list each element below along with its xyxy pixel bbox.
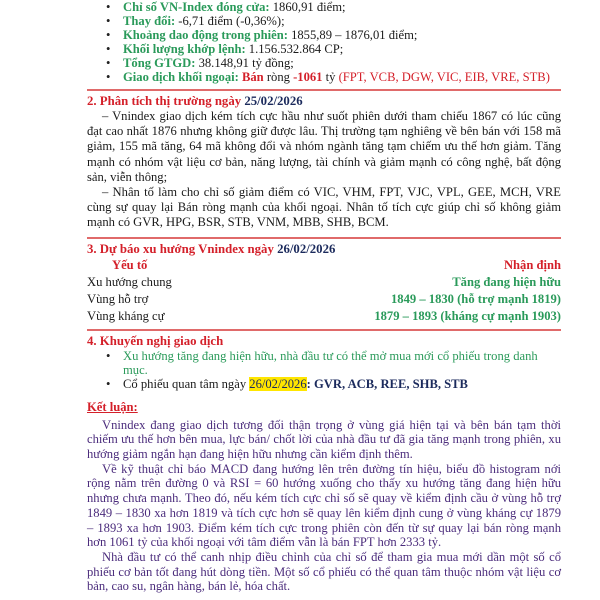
divider	[87, 89, 561, 91]
table-header-row	[87, 257, 561, 274]
summary-label: Tổng GTGD:	[123, 56, 196, 70]
conclusion-heading: Kết luận:	[87, 399, 138, 414]
summary-label: Thay đổi:	[123, 14, 176, 28]
foreign-trading-item	[123, 70, 561, 84]
market-summary-list	[87, 0, 561, 84]
table-row	[87, 274, 561, 291]
section3-title: 3. Dự báo xu hướng Vnindex ngày	[87, 241, 278, 256]
recommendation-item	[123, 377, 561, 391]
assessment-cell: 1849 – 1830 (hỗ trợ mạnh 1819)	[391, 291, 561, 306]
conclusion-paragraph: Về kỹ thuật chỉ báo MACD đang hướng lên trên đường tín hiệu, biểu đồ histogram nới rộng nằm trên đường 0 và RSI = 60 hướng xuống cho thấy xu hướng tăng đang hiện hữu nhưng chưa mạnh. Theo đó, nếu kém tích cực chỉ số sẽ quay về kiểm định cầu ở vùng hỗ trợ 1849 – 1830 xa hơn 1819 và tích cực hơn sẽ quay lên kiểm định cung ở vùng kháng cự 1879 – 1893 xa hơn 1903. Điểm kém tích cực trong phiên còn đến từ sự quay lại bán ròng mạnh hơn 1061 tỷ của khối ngoại với tâm điểm vẫn là bán FPT hơn 2333 tỷ.	[87, 461, 561, 550]
factor-cell: Vùng hỗ trợ	[87, 291, 149, 306]
section2-title: 2. Phân tích thị trường ngày	[87, 94, 245, 108]
foreign-mid: ròng	[263, 70, 294, 84]
summary-value: 1860,91 điểm;	[269, 0, 346, 14]
header-assessment: Nhận định	[503, 257, 561, 272]
divider	[87, 237, 561, 239]
foreign-action: Bán	[241, 70, 264, 84]
summary-item	[123, 14, 561, 28]
foreign-stocks: (FPT, VCB, DGW, VIC, EIB, VRE, STB)	[338, 70, 550, 84]
recommendation-text: Xu hướng tăng đang hiện hữu, nhà đầu tư có thể mở mua mới cổ phiếu trong danh mục.	[123, 348, 538, 377]
recommendation-list	[87, 349, 561, 391]
section3-heading	[87, 241, 561, 257]
header-factor: Yếu tố	[112, 257, 148, 272]
summary-value: 38.148,91 tỷ đồng;	[195, 56, 294, 70]
section4-heading: 4. Khuyến nghị giao dịch	[87, 333, 224, 348]
assessment-cell: 1879 – 1893 (kháng cự mạnh 1903)	[374, 308, 561, 323]
foreign-amount: -1061	[293, 70, 323, 84]
summary-value: 1.156.532.864 CP;	[245, 42, 344, 56]
analysis-paragraph: – Nhân tố làm cho chỉ số giảm điểm có VIC, VHM, FPT, VJC, VPL, GEE, MCH, VRE cùng sự quay lại Bán ròng mạnh của khối ngoại. Nhân tố tích cực giúp chỉ số không giảm mạnh có GVR, HPG, BSR, STB, VNM, MBB, SHB, BCM.	[87, 185, 561, 230]
table-row	[87, 308, 561, 325]
summary-label: Chỉ số VN-Index đóng cửa:	[123, 0, 270, 14]
summary-value: 1855,89 – 1876,01 điểm;	[287, 28, 418, 42]
summary-item	[123, 0, 561, 14]
watchlist-stocks: : GVR, ACB, REE, SHB, STB	[306, 376, 468, 391]
summary-item	[123, 28, 561, 42]
recommendation-prefix: Cổ phiếu quan tâm ngày	[123, 376, 250, 391]
divider	[87, 329, 561, 331]
conclusion-body	[87, 418, 561, 594]
analysis-paragraph: – Vnindex giao dịch kém tích cực hầu như suốt phiên dưới tham chiếu 1867 có lúc cũng đạt cao nhất 1876 nhưng không giữ được lâu. Thị trường tạm nghiêng về bên bán với 158 mã giảm, 155 mã tăng, 64 mã không đổi và nhóm ngành tăng tạm chiếm ưu thế hơn giảm. Tăng mạnh có nhóm vật liệu cơ bản, năng lượng, tài chính và giảm mạnh có công nghệ, bất động sản, viễn thông;	[87, 109, 561, 184]
highlighted-date: 26/02/2026	[249, 376, 307, 391]
conclusion-paragraph: Nhà đầu tư có thể canh nhịp điều chỉnh của chỉ số để tham gia mua mới dần một số cổ phiếu cơ bản tốt đang hút dòng tiền. Một số cổ phiếu có thể quan tâm thuộc nhóm vật liệu cơ bản, cao su, ngân hàng, bán lẻ, hóa chất.	[87, 549, 561, 594]
foreign-label: Giao dịch khối ngoại:	[123, 70, 239, 84]
summary-label: Khối lượng khớp lệnh:	[123, 42, 246, 56]
table-row	[87, 291, 561, 308]
summary-value: -6,71 điểm (-0,36%);	[175, 14, 285, 28]
summary-item	[123, 42, 561, 56]
foreign-unit: tỷ	[322, 70, 339, 84]
recommendation-item	[123, 349, 561, 377]
factor-cell: Vùng kháng cự	[87, 308, 165, 323]
section2-heading	[87, 93, 561, 109]
report-page	[87, 0, 561, 594]
assessment-cell: Tăng đang hiện hữu	[452, 274, 561, 289]
factor-cell: Xu hướng chung	[87, 274, 172, 289]
section3-date: 26/02/2026	[277, 241, 336, 256]
conclusion-paragraph: Vnindex đang giao dịch tương đối thận trọng ở vùng giá hiện tại và bên bán tạm thời chiếm ưu thế hơn bên mua, lực bán/ chốt lời của nhà đầu tư đã gia tăng mạnh trong phiên, xu hướng giảm ngắn hạn đang hiện hữu nhưng cần kiểm định thêm.	[87, 417, 561, 462]
summary-item	[123, 56, 561, 70]
section2-date: 25/02/2026	[244, 94, 303, 108]
forecast-table	[87, 257, 561, 325]
summary-label: Khoảng dao động trong phiên:	[123, 28, 288, 42]
